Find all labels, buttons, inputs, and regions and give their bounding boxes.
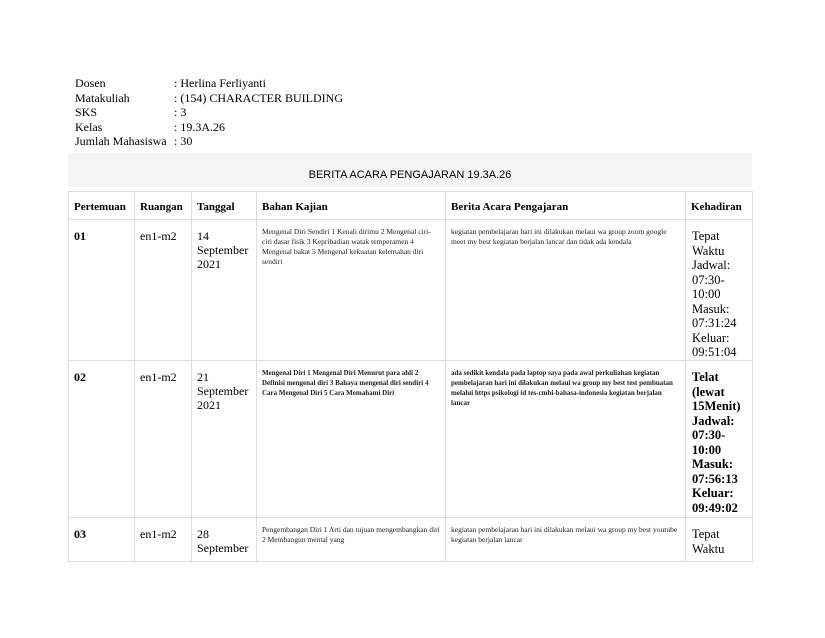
info-row-dosen — [75, 76, 343, 91]
header-tanggal: Tanggal — [192, 192, 257, 220]
info-label: SKS — [75, 105, 98, 119]
table-row — [69, 518, 753, 562]
cell-berita-acara: kegiatan pembelajaran hari ini dilakukan melaui wa group my best youtube kegiatan berjalan lancar — [446, 518, 686, 562]
header-ruangan: Ruangan — [135, 192, 192, 220]
header-bahan-kajian: Bahan Kajian — [257, 192, 446, 220]
info-label: Kelas — [75, 119, 103, 134]
cell-ruangan: en1-m2 — [135, 518, 192, 562]
info-label: Jumlah Mahasiswa — [75, 134, 167, 148]
report-title: BERITA ACARA PENGAJARAN 19.3A.26 — [308, 169, 512, 181]
info-row-matakuliah — [75, 91, 343, 106]
cell-pertemuan: 03 — [69, 518, 135, 562]
table-header-row — [69, 192, 753, 220]
course-info — [75, 76, 343, 149]
info-value: : 30 — [174, 134, 193, 148]
table-row — [69, 361, 753, 518]
cell-ruangan: en1-m2 — [135, 220, 192, 361]
cell-tanggal: 21 September 2021 — [192, 361, 257, 518]
info-row-kelas — [75, 120, 343, 135]
header-kehadiran: Kehadiran — [686, 192, 753, 220]
cell-berita-acara: ada sedikit kendala pada laptop saya pada awal perkuliahan kegiatan pembelajaran hari ini dilakukan melaui wa group my best test pembuatan melalui https psikologi id tes-cmbi-bahasa-indonesia kegiatan berjalan lancar — [446, 361, 686, 518]
info-value: : (154) CHARACTER BUILDING — [174, 90, 343, 105]
cell-bahan-kajian: Pengembangan Diri 1 Arti dan tujuan mengembangkan diri 2 Membangun mental yang — [257, 518, 446, 562]
info-value: : Herlina Ferliyanti — [174, 76, 266, 90]
cell-pertemuan: 01 — [69, 220, 135, 361]
info-label: Dosen — [75, 76, 106, 90]
cell-bahan-kajian: Mengenal Diri 1 Mengenal Diri Menurut para ahli 2 Definisi mengenal diri 3 Bahaya mengenal diri sendiri 4 Cara Mengenal Diri 5 Cara Memahami Diri — [257, 361, 446, 518]
cell-bahan-kajian: Mengenal Diri Sendiri 1 Kenali dirimu 2 Mengenal ciri-ciri dasar fisik 3 Kepribadian watak temperamen 4 Mengenal bakat 5 Mengenal kekuatan kelemahan diri sendiri — [257, 220, 446, 361]
cell-ruangan: en1-m2 — [135, 361, 192, 518]
cell-berita-acara: kegiatan pembelajaran hari ini dilakukan melaui wa group zoom google meet my best kegiatan berjalan lancar dan tidak ada kendala — [446, 220, 686, 361]
info-value: : 3 — [174, 105, 187, 119]
table-row — [69, 220, 753, 361]
teaching-report-table — [68, 191, 753, 562]
header-pertemuan: Pertemuan — [69, 192, 135, 220]
cell-kehadiran: Tepat Waktu Jadwal: 07:30-10:00 Masuk: 07:31:24 Keluar: 09:51:04 — [686, 220, 753, 361]
header-berita-acara: Berita Acara Pengajaran — [446, 192, 686, 220]
cell-pertemuan: 02 — [69, 361, 135, 518]
report-banner — [68, 153, 752, 187]
info-row-sks — [75, 105, 343, 120]
cell-kehadiran: Tepat Waktu — [686, 518, 753, 562]
info-row-jumlah-mahasiswa — [75, 134, 343, 149]
cell-tanggal: 28 September — [192, 518, 257, 562]
info-value: : 19.3A.26 — [174, 119, 225, 134]
info-label: Matakuliah — [75, 90, 130, 105]
cell-kehadiran: Telat (lewat 15Menit) Jadwal: 07:30-10:00 Masuk: 07:56:13 Keluar: 09:49:02 — [686, 361, 753, 518]
cell-tanggal: 14 September 2021 — [192, 220, 257, 361]
